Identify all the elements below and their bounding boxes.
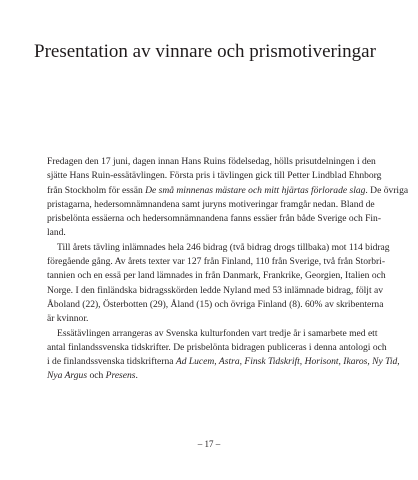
paragraph: [47, 327, 400, 384]
text-line: [47, 284, 383, 298]
page-title: Presentation av vinnare och prismotiveringar: [34, 41, 376, 62]
italic-title-text: Ad Lucem, Astra, Finsk Tidskrift, Horisont, Ikaros, Ny Tid,: [175, 356, 400, 368]
text-run: pristagarna, hedersomnämnandena samt juryns motiveringar framgår nedan. Bland de: [47, 198, 375, 210]
text-line: [47, 327, 378, 341]
italic-title-text: De små minnenas mästare och mitt hjärtas förlorade slag: [145, 184, 366, 196]
text-run: sjätte Hans Ruin-essätävlingen. Första pris i tävlingen gick till Petter Lindblad Ehnborg: [47, 170, 382, 182]
text-run: från Stockholm för essän: [47, 184, 146, 196]
page-number: – 17 –: [197, 439, 221, 449]
paragraph: [47, 155, 409, 241]
text-run: .: [135, 370, 138, 382]
text-line: [47, 184, 409, 198]
text-run: Till årets tävling inlämnades hela 246 bidrag (två bidrag drogs tillbaka) mot 114 bidrag: [57, 241, 390, 253]
text-run: prisbelönta essäerna och hedersomnämnandena fanns essäer från både Sverige och Fin-: [47, 213, 382, 225]
text-run: i de finlandssvenska tidskrifterna: [47, 356, 176, 368]
text-run: Norge. I den finländska bidragsskörden ledde Nyland med 53 inlämnade bidrag, följt av: [47, 284, 383, 296]
text-run: Åboland (22), Österbotten (29), Åland (15) och övriga Finland (8). 60% av skribenterna: [47, 298, 384, 310]
text-line: [47, 369, 372, 383]
text-run: är kvinnor.: [47, 313, 89, 325]
italic-title-text: Presens: [105, 370, 136, 382]
text-line: [47, 169, 382, 183]
text-line: [47, 312, 372, 326]
text-run: föregående gång. Av årets texter var 127 från Finland, 110 från Sverige, två från Storbri-: [47, 256, 386, 268]
text-line: [47, 355, 400, 369]
paragraph: [47, 241, 390, 327]
text-line: [47, 212, 382, 226]
italic-title-text: Nya Argus: [47, 370, 88, 382]
text-run: tannien och en essä per land lämnades in från Danmark, Frankrike, Georgien, Italien och: [47, 270, 386, 282]
text-run: Essätävlingen arrangeras av Svenska kulturfonden vart tredje år i samarbete med ett: [57, 327, 378, 339]
body-text: [47, 155, 409, 384]
text-line: [47, 198, 375, 212]
text-line: [47, 155, 376, 169]
text-run: Fredagen den 17 juni, dagen innan Hans Ruins födelsedag, hölls prisutdelningen i den: [47, 156, 376, 167]
text-line: [47, 341, 387, 355]
text-line: [47, 298, 384, 312]
text-line: [47, 241, 390, 255]
text-line: [47, 255, 386, 269]
text-line: [47, 226, 372, 240]
text-run: . De övriga: [365, 184, 409, 196]
text-line: [47, 269, 386, 283]
text-run: land.: [47, 227, 66, 239]
text-run: och: [87, 370, 106, 382]
text-run: antal finlandssvenska tidskrifter. De prisbelönta bidragen publiceras i denna antologi och: [47, 341, 387, 353]
